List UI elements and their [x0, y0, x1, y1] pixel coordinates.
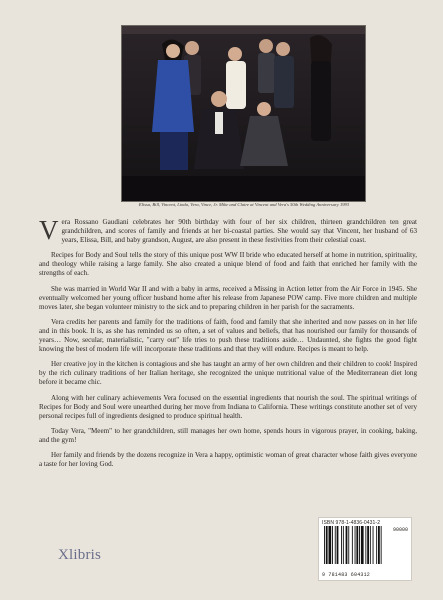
- ean-digits: 9 781483 604312: [322, 572, 371, 578]
- barcode-bar: [326, 526, 328, 564]
- barcode-bar: [346, 526, 348, 564]
- paragraph-5: Her creative joy in the kitchen is contagious and she has taught an army of her own children and their children to cook! Inspired by the rich culinary traditions of her Italian heritage, she recognized the unique nutritional value of the Mediterranean diet long before it became chic.: [39, 360, 417, 387]
- family-photo: [121, 25, 366, 202]
- price-code: 90000: [392, 527, 408, 533]
- barcode-bar: [365, 526, 366, 564]
- isbn-barcode: [318, 517, 412, 581]
- paragraph-4: Vera credits her parents and family for the traditions of faith, food and family that she inherited and now passes on in her life and in this book. It is, as she has reminded us so often, a set of values and beliefs, that has nourished our family for thousands of years… Now, secular, materialistic, "carry out" life tries to push these traditions aside… Undaunted, she fights the good fight knowing the best of modern life will incorporate these traditions and that they will endure. Recipes is meant to help.: [39, 317, 417, 354]
- barcode-bars: [324, 526, 406, 570]
- isbn-text: ISBN 978-1-4836-0431-2: [322, 520, 381, 526]
- barcode-bar: [343, 526, 344, 564]
- barcode-bar: [355, 526, 356, 564]
- barcode-bar: [378, 526, 380, 564]
- photo-caption: Elissa, Bill, Vincent, Linda, Vera, Vince, Jr. Mike and Claire at Vincent and Vera's 50th Wedding Anniversary 1993: [138, 202, 350, 207]
- barcode-bar: [361, 526, 364, 564]
- paragraph-2: Recipes for Body and Soul tells the story of this unique post WW II bride who educated herself at home in nutrition, spirituality, and theology while raising a large family. She also created a unique blend of food and faith that enriched her family with the strengths of each.: [39, 251, 417, 278]
- barcode-bar: [356, 526, 358, 564]
- publisher-logo: Xlibris: [58, 547, 102, 563]
- paragraph-3: She was married in World War II and with a baby in arms, received a Missing in Action letter from the Air Force in 1945. She eventually welcomed her young officer husband home after his release from Japanese POW camp. Five more children and multiple moves later, she began volunteer ministry to the sick and to preparing children in her parish for the sacraments.: [39, 284, 417, 311]
- barcode-bar: [352, 526, 353, 564]
- barcode-bar: [381, 526, 382, 564]
- barcode-bar: [376, 526, 377, 564]
- barcode-bar: [335, 526, 336, 564]
- drop-cap: V: [39, 215, 59, 245]
- paragraph-1-text: era Rossano Gaudiani celebrates her 90th birthday with four of her six children, thirteen grandchildren ten great grandchildren, and scores of family and friends at her bi-coastal parties. She would say that Vincent, her husband of 63 years, Elissa, Bill, and baby grandson, August, are also present in these festivities from their celestial coast.: [61, 218, 417, 245]
- barcode-bar: [367, 526, 369, 564]
- barcode-bar: [329, 526, 332, 564]
- barcode-bar: [373, 526, 374, 564]
- back-cover-description: [39, 215, 417, 475]
- barcode-bar: [337, 526, 339, 564]
- barcode-bar: [332, 526, 333, 564]
- paragraph-8: Her family and friends by the dozens recognize in Vera a happy, optimistic woman of great character whose faith gives everyone a taste for her loving God.: [39, 450, 417, 469]
- barcode-bar: [341, 526, 342, 564]
- barcode-bar: [370, 526, 371, 564]
- barcode-bar: [324, 526, 325, 564]
- barcode-bar: [359, 526, 360, 564]
- barcode-bar: [348, 526, 349, 564]
- paragraph-1: [39, 215, 417, 245]
- paragraph-6: Along with her culinary achievements Vera focused on the essential ingredients that nourish the soul. The spiritual writings of Recipes for Body and Soul were unearthed during her move from Indiana to California. These writings constitute another set of very personal recipes full of ingredients designed to produce spiritual health.: [39, 393, 417, 420]
- family-photo-image: [122, 26, 365, 201]
- paragraph-7: Today Vera, "Meem" to her grandchildren, still manages her own home, spends hours in vigorous prayer, in cooking, baking, and the gym!: [39, 426, 417, 444]
